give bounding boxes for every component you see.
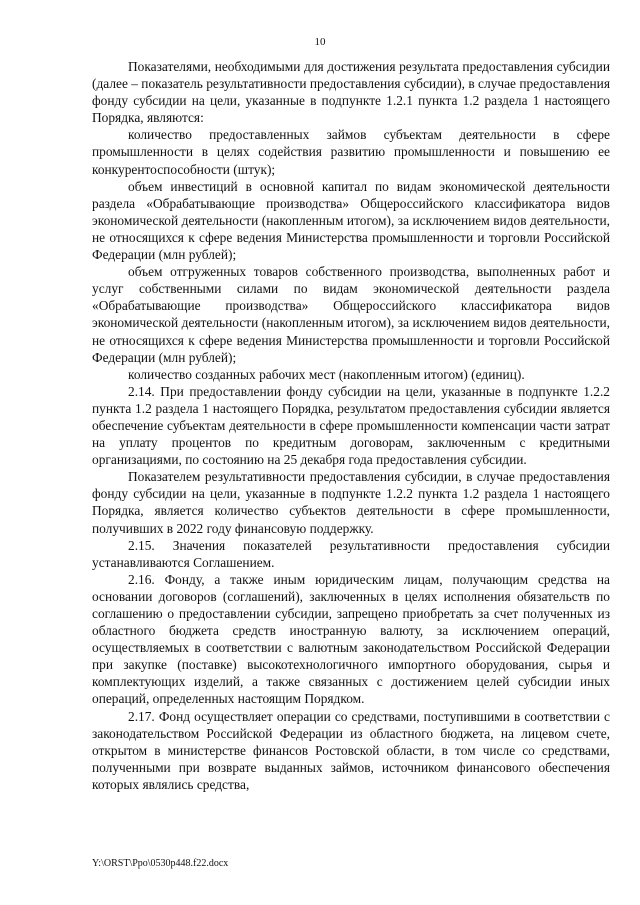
footer-file-path: Y:\ORST\Ppo\0530p448.f22.docx [92,858,229,869]
paragraph-2-14: 2.14. При предоставлении фонду субсидии на цели, указанные в подпункте 1.2.2 пункта 1.2 раздела 1 настоящего Порядка, результатом предоставления субсидии является обеспечение субъектам деятельности в сфере промышленности компенсации части затрат на уплату процентов по кредитным договорам, заключенным с кредитными организациями, по состоянию на 25 декабря года предоставления субсидии. [92,383,610,468]
page-number: 10 [314,36,326,48]
paragraph-jobs-created: количество созданных рабочих мест (накопленным итогом) (единиц). [128,366,525,382]
paragraph-shipped-goods-volume: объем отгруженных товаров собственного производства, выполненных работ и услуг собственными силами по видам экономической деятельности раздела «Обрабатывающие производства» Общероссийского классификатора видов экономической деятельности (накопленным итогом), за исключением видов деятельности, не относящихся к сфере ведения Министерства промышленности и торговли Российской Федерации (млн рублей); [92,264,610,365]
paragraph-investment-volume: объем инвестиций в основной капитал по видам экономической деятельности раздела «Обрабатывающие производства» Общероссийского классификатора видов экономической деятельности (накопленным итогом), за исключением видов деятельности, не относящихся к сфере ведения Министерства промышленности и торговли Российской Федерации (млн рублей); [92,178,610,263]
document-body [92,58,610,793]
paragraph-performance-indicator: Показателем результативности предоставления субсидии, в случае предоставления фонду субсидии на цели, указанные в подпункте 1.2.2 пункта 1.2 раздела 1 настоящего Порядка, является количество субъектов деятельности в сфере промышленности, получивших в 2022 году финансовую поддержку. [92,469,610,536]
paragraph-2-17: 2.17. Фонд осуществляет операции со средствами, поступившими в соответствии с законодательством Российской Федерации из областного бюджета, на лицевом счете, открытом в министерстве финансов Ростовской области, в том числе со средствами, полученными при возврате выданных займов, источником финансового обеспечения которых являлись средства, [92,708,610,792]
paragraph-indicators-intro: Показателями, необходимыми для достижения результата предоставления субсидии (далее – показатель результативности предоставления субсидии), в случае предоставления фонду субсидии на цели, указанные в подпункте 1.2.1 пункта 1.2 раздела 1 настоящего Порядка, являются: [92,59,610,126]
paragraph-loans-count: количество предоставленных займов субъектам деятельности в сфере промышленности в целях содействия развитию промышленности и повышению ее конкурентоспособности (штук); [92,127,610,177]
paragraph-2-15: 2.15. Значения показателей результативности предоставления субсидии устанавливаются Соглашением. [92,537,610,570]
paragraph-2-16: 2.16. Фонду, а также иным юридическим лицам, получающим средства на основании договоров (соглашений), заключенных в целях исполнения обязательств по соглашению о предоставлении субсидии, запрещено приобретать за счет полученных из областного бюджета средств иностранную валюту, за исключением операций, осуществляемых в соответствии с валютным законодательством Российской Федерации при закупке (поставке) высокотехнологичного импортного оборудования, сырья и комплектующих изделий, а также связанных с достижением целей субсидии иных операций, определенных настоящим Порядком. [92,571,610,707]
